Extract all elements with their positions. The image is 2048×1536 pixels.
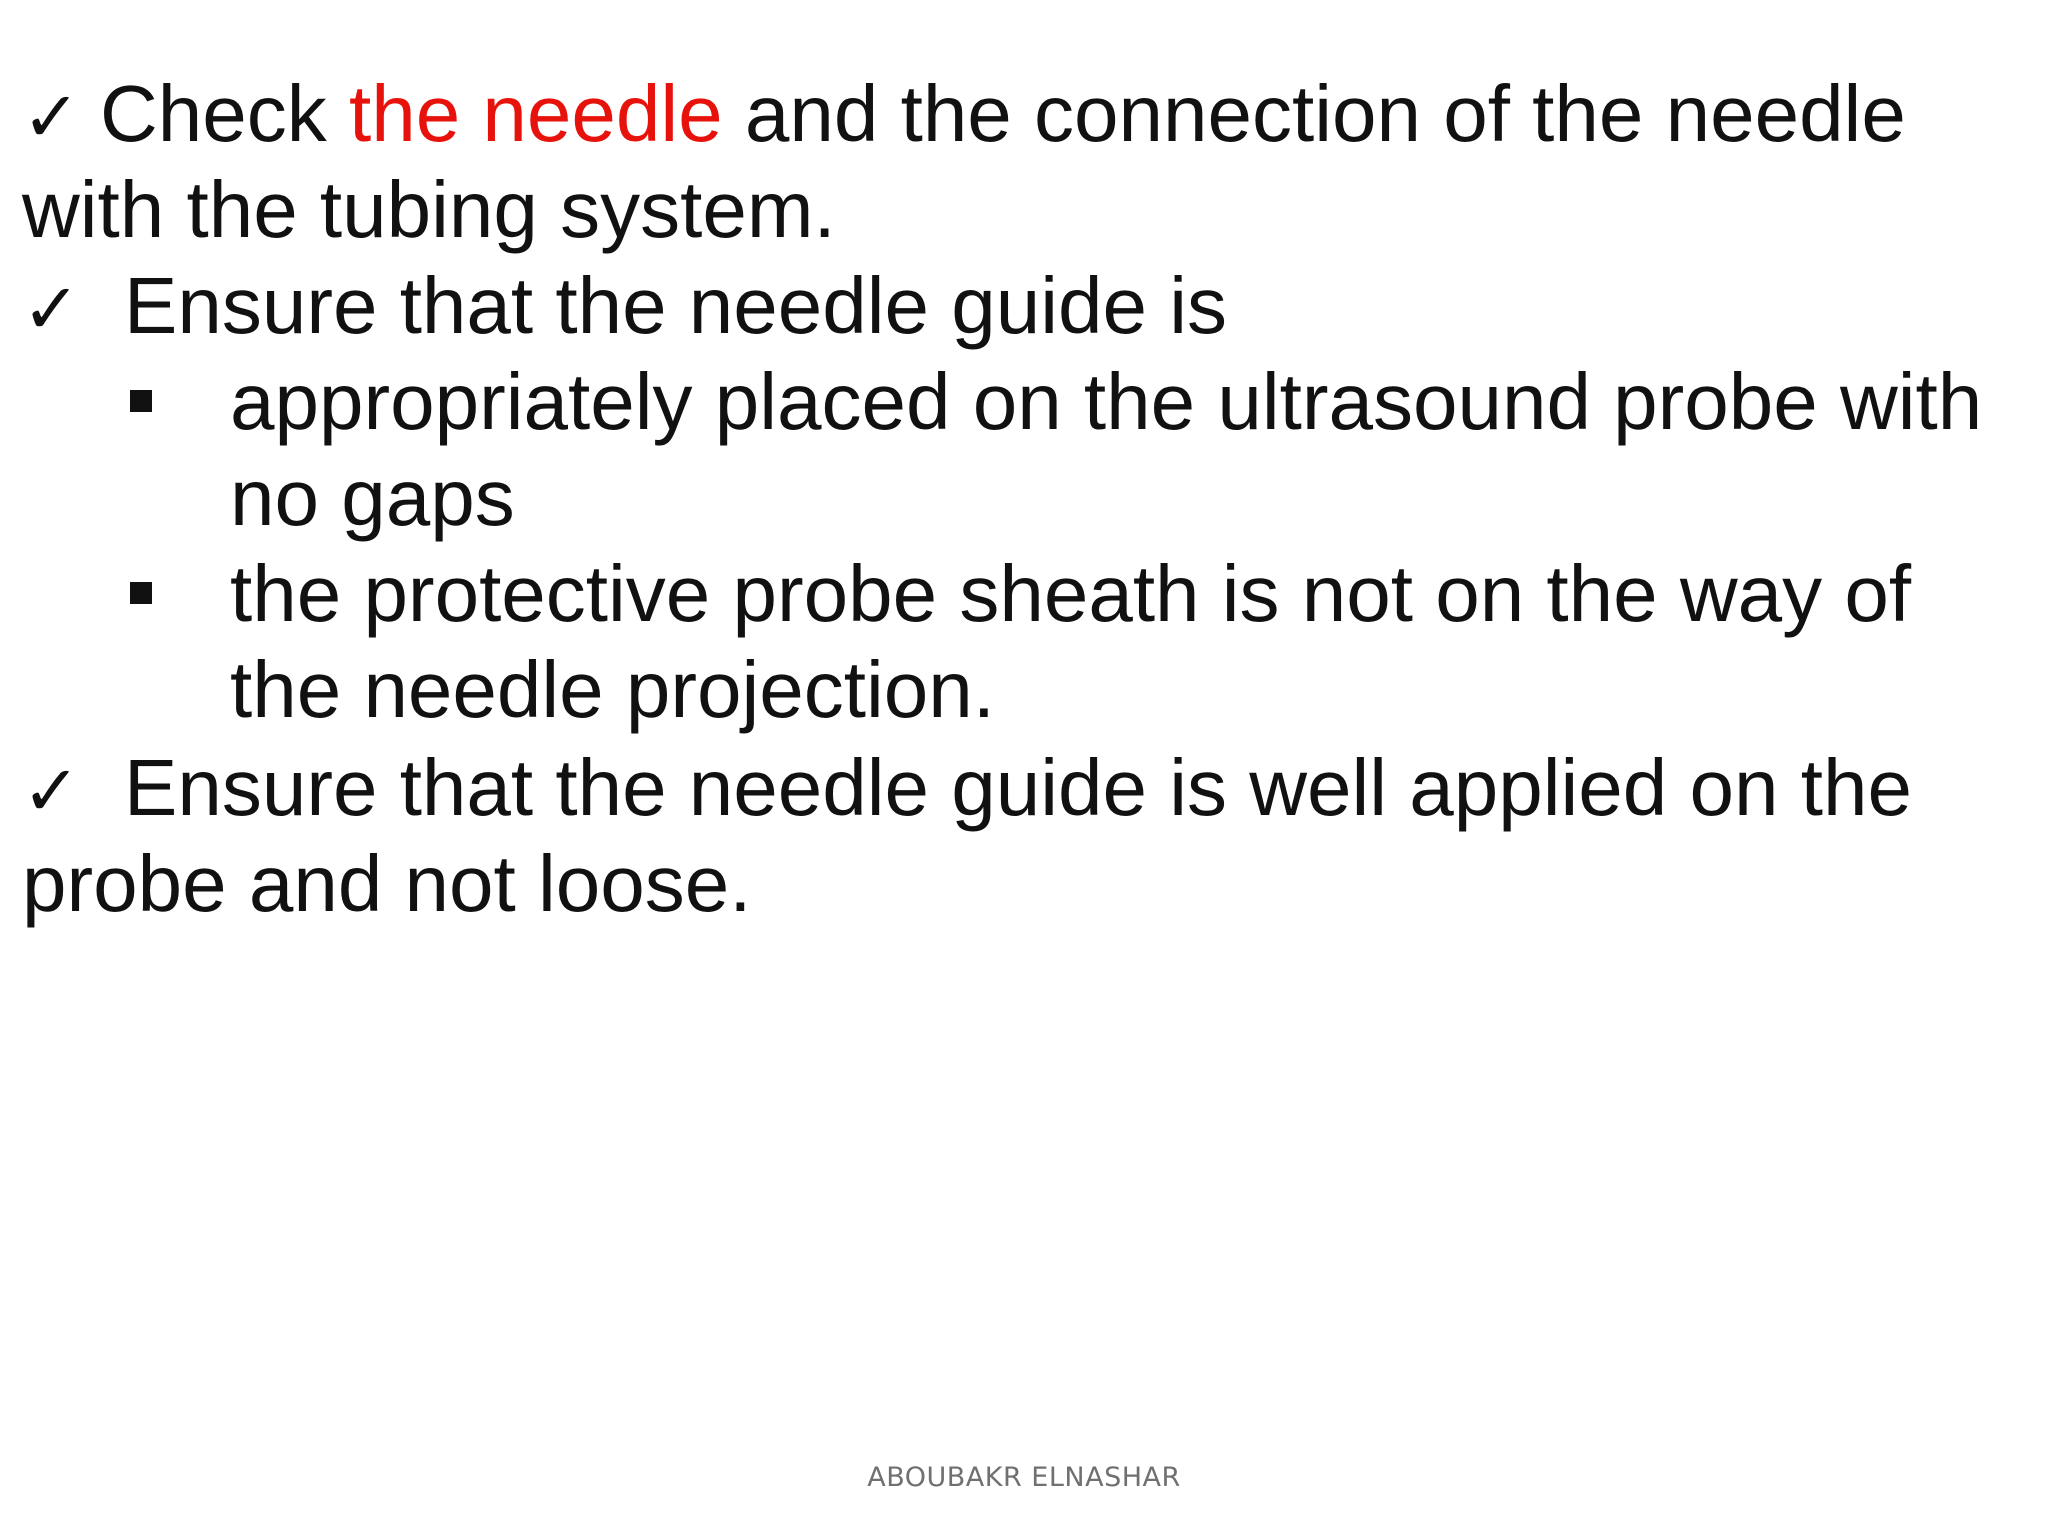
item1-line1	[22, 66, 1906, 165]
item3-line2: probe and not loose.	[22, 839, 752, 928]
item1-line2: with the tubing system.	[22, 165, 836, 254]
checkmark-icon: ✓	[22, 76, 81, 158]
footer-author: ABOUBAKR ELNASHAR	[867, 1462, 1181, 1493]
sub-bullet-1-line2: no gaps	[230, 453, 515, 542]
square-bullet-icon	[130, 390, 152, 412]
sub-bullet-2-line2: the needle projection.	[230, 645, 995, 734]
item3-line1	[22, 740, 1912, 839]
checkmark-icon: ✓	[22, 750, 81, 832]
item2-line	[22, 258, 1227, 357]
item1-highlight: the needle	[348, 69, 723, 158]
item1-text-after: and the connection of the needle	[722, 69, 1906, 158]
sub-bullet-2-line1: the protective probe sheath is not on the way of	[230, 549, 1912, 638]
item3-text: Ensure that the needle guide is well applied on the	[124, 743, 1912, 832]
checkmark-icon: ✓	[22, 268, 81, 350]
item2-text: Ensure that the needle guide is	[124, 261, 1228, 350]
item1-text-before: Check	[100, 69, 349, 158]
sub-bullet-1-line1: appropriately placed on the ultrasound probe with	[230, 357, 1983, 446]
square-bullet-icon	[130, 582, 152, 604]
